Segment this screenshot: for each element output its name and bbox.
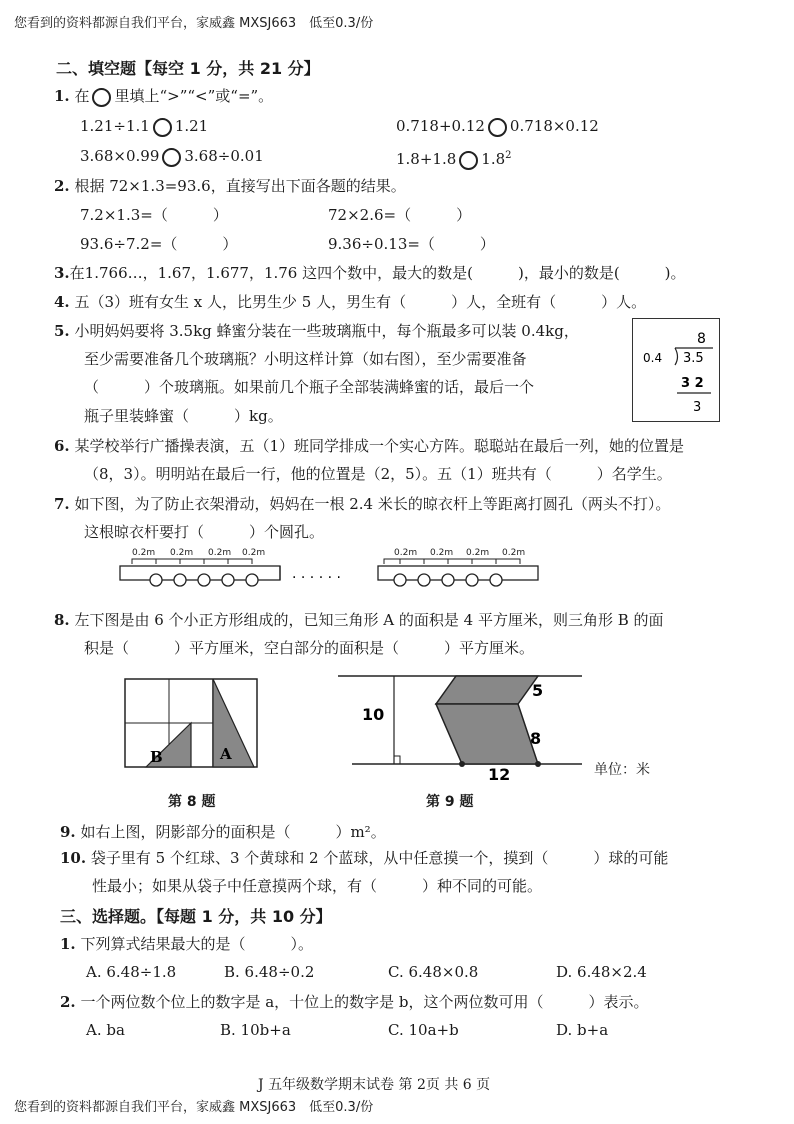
- question-5-line4: 瓶子里装蜂蜜（ ）kg。: [84, 407, 283, 425]
- question-number: 1.: [60, 935, 76, 953]
- question-6-line2: （8，3）。明明站在最后一行，他的位置是（2，5）。五（1）班共有（ ）名学生。: [84, 465, 672, 483]
- question-9: [60, 822, 386, 842]
- comparison-1b: [396, 116, 599, 137]
- watermark-bottom: 您看到的资料都源自我们平台，家威鑫 MXSJ663 低至0.3/份: [14, 1100, 374, 1115]
- question-number: 1.: [54, 87, 70, 105]
- answer-circle[interactable]: [162, 148, 181, 167]
- question-text: 里填上“>”“<”或“=”。: [114, 87, 274, 105]
- label-12: 12: [488, 765, 511, 780]
- remainder: 3: [693, 400, 702, 415]
- shaded-upper: [436, 676, 538, 704]
- quotient: 8: [697, 331, 706, 347]
- segment-label: 0.2m: [132, 548, 156, 558]
- divisor: 0.4: [643, 351, 663, 365]
- drying-rod-figure: [118, 546, 548, 596]
- comparison-1a: [80, 116, 208, 137]
- option-d[interactable]: D. 6.48×2.4: [556, 963, 647, 981]
- option-c[interactable]: C. 6.48×0.8: [388, 963, 479, 981]
- expr-right: 1.21: [174, 117, 209, 135]
- question-10: [60, 848, 668, 868]
- segment-label: 0.2m: [394, 548, 418, 558]
- question-text: 袋子里有 5 个红球、3 个黄球和 2 个蓝球，从中任意摸一个，摸到（ ）球的可能: [90, 849, 669, 867]
- option-a[interactable]: A. 6.48÷1.8: [86, 963, 177, 981]
- answer-circle[interactable]: [488, 118, 507, 137]
- question-number: 2.: [54, 177, 70, 195]
- question-text: 根据 72×1.3=93.6，直接写出下面各题的结果。: [74, 177, 406, 195]
- ellipsis-dots: · · · · · ·: [292, 570, 341, 586]
- label-height: 10: [362, 705, 385, 724]
- segment-label: 0.2m: [466, 548, 490, 558]
- question-number: 3.: [54, 264, 70, 282]
- long-division-box: [632, 318, 720, 422]
- q2-item-b[interactable]: 72×2.6=（ ）: [328, 206, 472, 224]
- question-5: [54, 321, 579, 341]
- long-division-figure: [633, 319, 719, 421]
- figure-9-caption: 第 9 题: [426, 794, 474, 810]
- question-number: 9.: [60, 823, 76, 841]
- question-text: 在1.766…，1.67，1.677，1.76 这四个数中，最大的数是( )，最小的数是( )。: [69, 264, 686, 282]
- expr-left: 0.718+0.12: [396, 117, 485, 135]
- comparison-2a: [80, 146, 264, 167]
- expr-left: 1.21÷1.1: [80, 117, 150, 135]
- figure-8-caption: 第 8 题: [168, 794, 216, 810]
- question-text: 小明妈妈要将 3.5kg 蜂蜜分装在一些玻璃瓶中，每个瓶最多可以装 0.4kg，: [74, 322, 579, 340]
- question-text: 五（3）班有女生 x 人，比男生少 5 人，男生有（ ）人，全班有（ ）人。: [74, 293, 647, 311]
- question-text: 一个两位数个位上的数字是 a，十位上的数字是 b，这个两位数可用（ ）表示。: [80, 993, 649, 1011]
- expr-left: 1.8+1.8: [396, 150, 457, 168]
- question-8-line2: 积是（ ）平方厘米，空白部分的面积是（ ）平方厘米。: [84, 639, 535, 657]
- question-number: 7.: [54, 495, 70, 513]
- comparison-2b: [396, 146, 512, 170]
- q2-item-d[interactable]: 9.36÷0.13=（ ）: [328, 235, 495, 253]
- question-text: 在: [74, 87, 90, 105]
- section-title-fill-blank: 二、填空题【每空 1 分，共 21 分】: [56, 59, 320, 78]
- answer-circle[interactable]: [153, 118, 172, 137]
- option-c[interactable]: C. 10a+b: [388, 1021, 459, 1039]
- option-b[interactable]: B. 10b+a: [220, 1021, 291, 1039]
- question-number: 5.: [54, 322, 70, 340]
- question-text: 某学校举行广播操表演，五（1）班同学排成一个实心方阵。聪聪站在最后一列，她的位置是: [74, 437, 685, 455]
- label-8: 8: [530, 729, 542, 748]
- question-7: [54, 494, 670, 514]
- question-number: 6.: [54, 437, 70, 455]
- watermark-top: 您看到的资料都源自我们平台，家威鑫 MXSJ663 低至0.3/份: [14, 16, 374, 31]
- squares-triangles-figure: [124, 678, 258, 770]
- page-footer: J 五年级数学期末试卷 第 2页 共 6 页: [258, 1077, 491, 1093]
- question-number: 4.: [54, 293, 70, 311]
- segment-label: 0.2m: [242, 548, 266, 558]
- parallelogram-figure: [338, 670, 588, 780]
- product: 3 2: [681, 376, 704, 391]
- choice-question-1: [60, 934, 313, 954]
- question-10-line2: 性最小；如果从袋子中任意摸两个球，有（ ）种不同的可能。: [92, 877, 543, 895]
- expr-right: 0.718×0.12: [509, 117, 599, 135]
- label-b: B: [150, 748, 163, 766]
- option-a[interactable]: A. ba: [86, 1021, 125, 1039]
- question-3: [54, 263, 686, 283]
- answer-circle[interactable]: [459, 151, 478, 170]
- label-5: 5: [532, 681, 544, 700]
- segment-label: 0.2m: [502, 548, 526, 558]
- question-6: [54, 436, 684, 456]
- section-title-multiple-choice: 三、选择题。【每题 1 分，共 10 分】: [60, 907, 332, 926]
- expr-left: 3.68×0.99: [80, 147, 160, 165]
- option-d[interactable]: D. b+a: [556, 1021, 609, 1039]
- q2-item-c[interactable]: 93.6÷7.2=（ ）: [80, 235, 238, 253]
- q2-item-a[interactable]: 7.2×1.3=（ ）: [80, 206, 228, 224]
- option-b[interactable]: B. 6.48÷0.2: [224, 963, 315, 981]
- question-number: 10.: [60, 849, 87, 867]
- blank-circle-icon: [92, 88, 111, 107]
- segment-label: 0.2m: [430, 548, 454, 558]
- unit-label: 单位：米: [594, 762, 650, 778]
- segment-label: 0.2m: [170, 548, 194, 558]
- question-text: 下列算式结果最大的是（ ）。: [80, 935, 313, 953]
- question-7-line2: 这根晾衣杆要打（ ）个圆孔。: [84, 523, 325, 541]
- dividend: 3.5: [683, 351, 704, 366]
- question-1: [54, 86, 273, 107]
- question-4: [54, 292, 646, 312]
- shaded-lower: [436, 704, 538, 764]
- question-text: 左下图是由 6 个小正方形组成的，已知三角形 A 的面积是 4 平方厘米，则三角形 B 的面: [74, 611, 664, 629]
- question-text: 如右上图，阴影部分的面积是（ ）m²。: [80, 823, 386, 841]
- question-number: 2.: [60, 993, 76, 1011]
- question-8: [54, 610, 664, 630]
- question-5-line3: （ ）个玻璃瓶。如果前几个瓶子全部装满蜂蜜的话，最后一个: [84, 378, 535, 396]
- label-a: A: [220, 745, 232, 763]
- choice-question-2: [60, 992, 649, 1012]
- question-2: [54, 176, 406, 196]
- question-number: 8.: [54, 611, 70, 629]
- expr-right: 3.68÷0.01: [184, 147, 264, 165]
- question-5-line2: 至少需要准备几个玻璃瓶？小明这样计算（如右图），至少需要准备: [84, 350, 527, 368]
- segment-label: 0.2m: [208, 548, 232, 558]
- expr-right: 1.8: [481, 150, 506, 168]
- exponent: 2: [505, 150, 512, 161]
- question-text: 如下图，为了防止衣架滑动，妈妈在一根 2.4 米长的晾衣杆上等距离打圆孔（两头不打）。: [74, 495, 671, 513]
